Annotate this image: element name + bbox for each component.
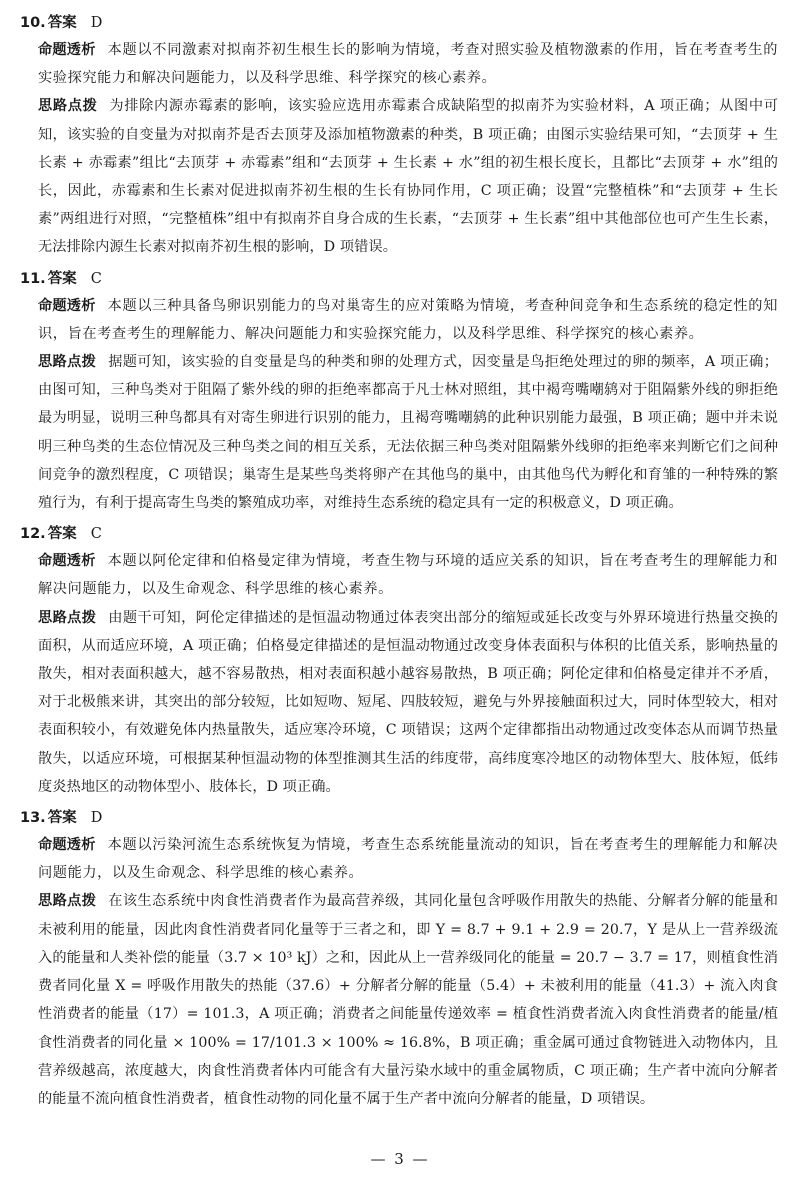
hint-label: 思路点拨 bbox=[38, 354, 97, 371]
answer-label: 答案 bbox=[47, 526, 77, 543]
question-number: 12. bbox=[20, 526, 46, 543]
question-10 bbox=[20, 10, 778, 262]
answer-value: D bbox=[90, 810, 103, 827]
hint-paragraph bbox=[20, 887, 778, 1113]
question-number: 13. bbox=[20, 810, 46, 827]
analysis-paragraph bbox=[20, 292, 778, 348]
analysis-paragraph bbox=[20, 831, 778, 887]
hint-text: 据题可知，该实验的自变量是鸟的种类和卵的处理方式，因变量是鸟拒绝处理过的卵的频率，A 项正确；由图可知，三种鸟类对于阻隔了紫外线的卵的拒绝率都高于凡士林对照组，其中褐弯嘴嘲鸫对于阻隔紫外线的卵拒绝最为明显，说明三种鸟都具有对寄生卵进行识别的能力，且褐弯嘴嘲鸫的此种识别能力最强，B 项正确；题中并未说明三种鸟类的生态位情况及三种鸟类之间的相互关系，无法依据三种鸟类对阻隔紫外线卵的拒绝率来判断它们之间种间竞争的激烈程度，C 项错误；巢寄生是某些鸟类将卵产在其他鸟的巢中，由其他鸟代为孵化和育雏的一种特殊的繁殖行为，有利于提高寄生鸟类的繁殖成功率，对维持生态系统的稳定具有一定的积极意义，D 项正确。 bbox=[38, 354, 778, 512]
hint-label: 思路点拨 bbox=[38, 893, 97, 910]
analysis-paragraph bbox=[20, 547, 778, 603]
question-11 bbox=[20, 266, 778, 518]
hint-paragraph bbox=[20, 92, 778, 261]
hint-label: 思路点拨 bbox=[38, 609, 97, 626]
question-header bbox=[20, 521, 778, 547]
answer-label: 答案 bbox=[47, 15, 77, 31]
answer-value: D bbox=[90, 15, 103, 31]
question-13 bbox=[20, 805, 778, 1113]
hint-text: 为排除内源赤霉素的影响，该实验应选用赤霉素合成缺陷型的拟南芥为实验材料，A 项正确；从图中可知，该实验的自变量为对拟南芥是否去顶芽及添加植物激素的种类，B 项正确；由图示实验结果可知，“去顶芽 + 生长素 + 赤霉素”组比“去顶芽 + 赤霉素”组和“去顶芽 + 生长素 + 水”组的初生根长度长，且都比“去顶芽 + 水”组的长，因此，赤霉素和生长素对促进拟南芥初生根的生长有协同作用，C 项正确；设置“完整植株”和“去顶芽 + 生长素”两组进行对照，“完整植株”组中有拟南芥自身合成的生长素，“去顶芽 + 生长素”组中其他部位也可产生生长素，无法排除内源生长素对拟南芥初生根的影响，D 项错误。 bbox=[38, 98, 778, 256]
analysis-text: 本题以污染河流生态系统恢复为情境，考查生态系统能量流动的知识，旨在考查考生的理解能力和解决问题能力，以及生命观念、科学思维的核心素养。 bbox=[38, 837, 778, 882]
answer-label: 答案 bbox=[47, 270, 77, 287]
answer-value: C bbox=[90, 526, 102, 543]
page-number: — 3 — bbox=[370, 1150, 430, 1168]
question-header bbox=[20, 266, 778, 292]
question-number: 10. bbox=[20, 15, 46, 31]
hint-paragraph bbox=[20, 604, 778, 801]
answer-value: C bbox=[90, 270, 102, 287]
analysis-paragraph bbox=[20, 36, 778, 92]
analysis-label: 命题透析 bbox=[38, 553, 96, 570]
answer-label: 答案 bbox=[47, 810, 77, 827]
hint-text: 在该生态系统中肉食性消费者作为最高营养级，其同化量包含呼吸作用散失的热能、分解者分解的能量和未被利用的能量，因此肉食性消费者同化量等于三者之和，即 Y = 8.7 + 9.1 + 2.9 = 20.7，Y 是从上一营养级流入的能量和人类补偿的能量（3.7 × 10³ kJ）之和，因此从上一营养级同化的能量 = 20.7 − 3.7 = 17，则植食性消费者同化量 X = 呼吸作用散失的热能（37.6）+ 分解者分解的能量（5.4）+ 未被利用的能量（41.3）+ 流入肉食性消费者的能量（17）= 101.3，A 项正确；消费者之间能量传递效率 = 植食性消费者流入肉食性消费者的能量/植食性消费者的同化量 × 100% = 17/101.3 × 100% ≈ 16.8%，B 项正确；重金属可通过食物链进入动物体内，且营养级越高，浓度越大，肉食性消费者体内可能含有大量污染水域中的重金属物质，C 项正确；生产者中流向分解者的能量不流向植食性消费者，植食性动物的同化量不属于生产者中流向分解者的能量，D 项错误。 bbox=[38, 893, 778, 1107]
question-header bbox=[20, 10, 778, 36]
question-number: 11. bbox=[20, 270, 46, 287]
analysis-label: 命题透析 bbox=[38, 837, 96, 854]
analysis-label: 命题透析 bbox=[38, 42, 96, 58]
question-12 bbox=[20, 521, 778, 801]
hint-label: 思路点拨 bbox=[38, 98, 98, 115]
analysis-text: 本题以三种具备鸟卵识别能力的鸟对巢寄生的应对策略为情境，考查种间竞争和生态系统的稳定性的知识，旨在考查考生的理解能力、解决问题能力和实验探究能力，以及科学思维、科学探究的核心素养。 bbox=[38, 297, 778, 342]
hint-text: 由题干可知，阿伦定律描述的是恒温动物通过体表突出部分的缩短或延长改变与外界环境进行热量交换的面积，从而适应环境，A 项正确；伯格曼定律描述的是恒温动物通过改变身体表面积与体积的比值关系，影响热量的散失，相对表面积越大，越不容易散热，相对表面积越小越容易散热，B 项正确；阿伦定律和伯格曼定律并不矛盾，对于北极熊来讲，其突出的部分较短，比如短吻、短尾、四肢较短，避免与外界接触面积过大，同时体型较大，相对表面积较小，有效避免体内热量散失，适应寒冷环境，C 项错误；这两个定律都指出动物通过改变体态从而调节热量散失，以适应环境，可根据某种恒温动物的体型推测其生活的纬度带，高纬度寒冷地区的动物体型大、肢体短，低纬度炎热地区的动物体型小、肢体长，D 项正确。 bbox=[38, 609, 778, 795]
analysis-text: 本题以不同激素对拟南芥初生根生长的影响为情境，考查对照实验及植物激素的作用，旨在考查考生的实验探究能力和解决问题能力，以及科学思维、科学探究的核心素养。 bbox=[38, 42, 778, 87]
analysis-text: 本题以阿伦定律和伯格曼定律为情境，考查生物与环境的适应关系的知识，旨在考查考生的理解能力和解决问题能力，以及生命观念、科学思维的核心素养。 bbox=[38, 553, 778, 598]
analysis-label: 命题透析 bbox=[38, 297, 96, 314]
question-header bbox=[20, 805, 778, 831]
hint-paragraph bbox=[20, 348, 778, 517]
